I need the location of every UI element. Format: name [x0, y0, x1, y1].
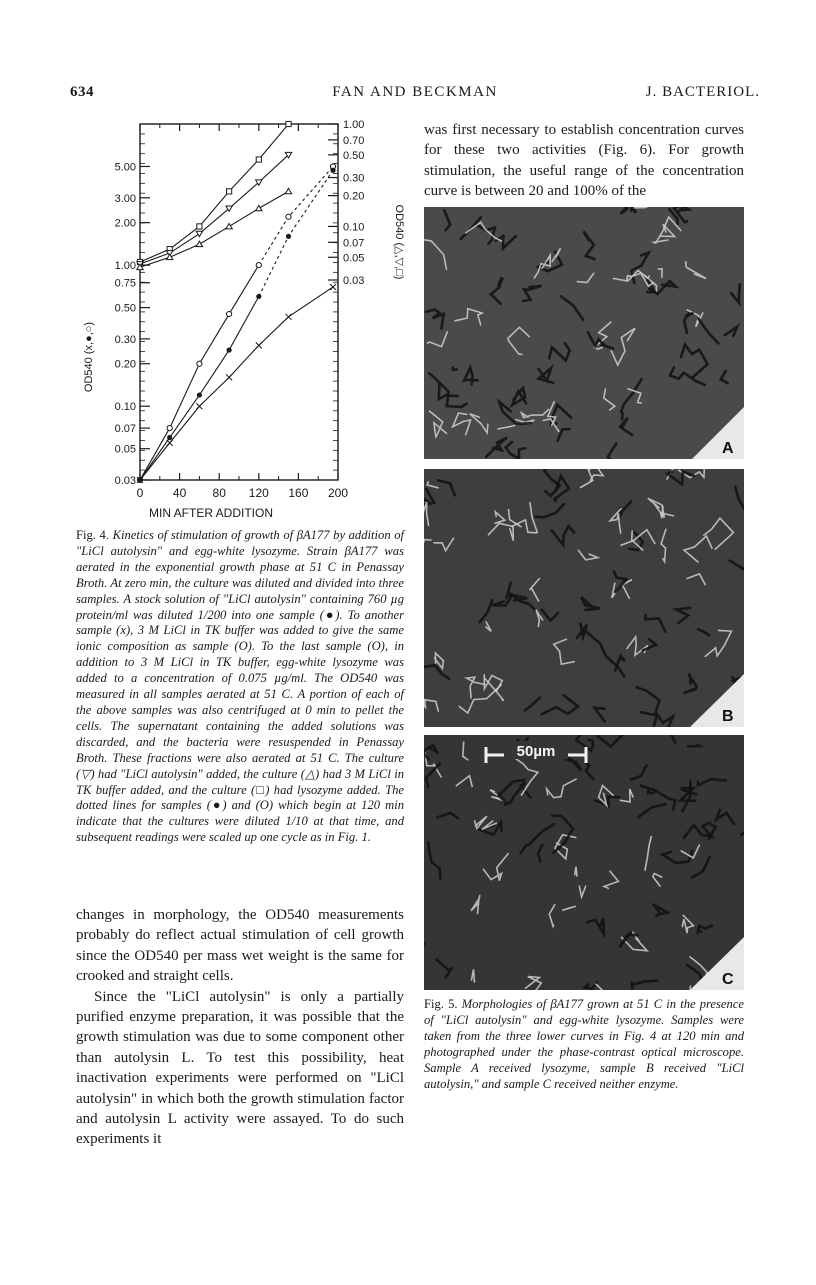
- micrograph-panel-b: [424, 469, 744, 727]
- data-point: [286, 234, 291, 239]
- x-tick-label: 200: [327, 486, 349, 500]
- micrograph-panel-c: [424, 735, 744, 990]
- data-point: [167, 425, 172, 430]
- right-tick-label: 0.05: [343, 252, 365, 265]
- right-axis-label: OD540 (△,▽,□): [393, 204, 405, 280]
- right-tick-label: 0.07: [343, 237, 365, 250]
- panel-label-a: A: [722, 440, 734, 457]
- data-point: [197, 224, 202, 229]
- chart-svg: [70, 112, 410, 522]
- scale-bar-label: 50µm: [516, 743, 556, 760]
- data-point: [196, 241, 202, 246]
- data-point: [256, 157, 261, 162]
- left-tick-label: 0.50: [114, 302, 136, 315]
- left-axis-label: OD540 (x,●,○): [83, 321, 95, 393]
- figure-4-caption: [76, 528, 404, 846]
- data-point: [227, 347, 232, 352]
- series-line-0: [140, 265, 259, 480]
- micrograph-panel-a: [424, 207, 744, 459]
- x-tick-label: 0: [136, 486, 144, 500]
- series-dotted-1: [259, 170, 333, 296]
- figure-5-caption: [424, 996, 744, 1092]
- series-line-1: [140, 296, 259, 480]
- micrograph-c-image: [424, 735, 744, 990]
- data-point: [227, 189, 232, 194]
- left-tick-label: 2.00: [114, 217, 136, 230]
- series-dotted-0: [259, 166, 333, 265]
- x-axis-label: MIN AFTER ADDITION: [148, 506, 274, 520]
- left-tick-label: 0.75: [114, 277, 136, 290]
- x-tick-label: 120: [248, 486, 269, 500]
- x-tick-label: 160: [288, 486, 309, 500]
- series-line-3: [140, 124, 289, 262]
- data-point: [167, 254, 173, 259]
- page-header: [70, 84, 760, 108]
- right-tick-label: 0.70: [343, 134, 365, 147]
- micrograph-a-image: [424, 207, 744, 459]
- right-tick-label: 0.50: [343, 149, 365, 162]
- caption-5-lead: Fig. 5.: [424, 997, 458, 1011]
- left-tick-label: 1.00: [114, 260, 136, 273]
- body-text-right: [424, 120, 744, 202]
- data-point: [256, 294, 261, 299]
- left-tick-label: 3.00: [114, 192, 136, 205]
- panel-label-c: C: [722, 971, 734, 988]
- data-point: [330, 168, 335, 173]
- data-point: [256, 263, 261, 268]
- paragraph-morphology: changes in morphology, the OD540 measurements probably do reflect actual stimulation of cell growth since the OD540 per mass wet weight is the same for crooked and straight cells.: [76, 907, 404, 985]
- left-tick-label: 0.07: [114, 423, 136, 436]
- caption-4-lead: Fig. 4.: [76, 528, 109, 542]
- micrograph-b-image: [424, 469, 744, 727]
- data-point: [197, 392, 202, 397]
- data-point: [167, 435, 172, 440]
- caption-4-text: Kinetics of stimulation of growth of βA177 by addition of "LiCl autolysin" and egg-white lysozyme. Strain βA177 was aerated in the exponential growth phase at 51 C in Penassay Broth. At zero min, the culture was diluted and divided into three samples. A stock solution of "LiCl autolysin" containing 760 µg protein/ml was diluted 1/200 into one sample (●). To another sample (x), 3 M LiCl in TK buffer was added to give the same ionic composition as sample (O). To the last sample (O), in addition to 3 M LiCl in TK buffer, egg-white lysozyme was added to a concentration of 0.075 µg/ml. The OD540 was measured in all samples aerated at 51 C. A portion of each of the above samples was also centrifuged at 0 min to pellet the cells. The supernatant containing the added solutions was discarded, and the bacteria were resuspended in Penassay Broth. These fractions were also aerated at 51 C. The culture (▽) had "LiCl autolysin" added, the culture (△) had 3 M LiCl in TK buffer added, and the culture (□) had lysozyme added. The dotted lines for samples (●) and (O) which begin at 120 min indicate that the cultures were diluted 1/10 at that time, and subsequent readings were scaled up one cycle as in Fig. 1.: [76, 528, 405, 845]
- paragraph-heat-inactivation: Since the "LiCl autolysin" is only a partially purified enzyme preparation, it was possible that the growth stimulation was due to some component other than autolysin L. To test this possibility, heat inactivation experiments were performed on "LiCl autolysin" in which both the growth stimulation factor and autolysin L activity were assayed. To do such experiments it: [76, 988, 404, 1148]
- right-tick-label: 0.03: [343, 275, 365, 287]
- left-tick-label: 0.10: [114, 401, 136, 414]
- left-tick-label: 0.05: [114, 443, 136, 456]
- data-point: [227, 311, 232, 316]
- left-tick-label: 0.03: [114, 475, 136, 487]
- page-number: 634: [70, 84, 94, 100]
- left-tick-label: 5.00: [114, 161, 136, 174]
- caption-5-text: Morphologies of βA177 grown at 51 C in the presence of "LiCl autolysin" and egg-white lysozyme. Samples were taken from the three lower curves in Fig. 4 at 120 min and photographed under the phase-contrast optical microscope. Sample A received lysozyme, sample B received "LiCl autolysin," and sample C received neither enzyme.: [424, 997, 744, 1091]
- data-point: [226, 223, 232, 228]
- series-line-2: [140, 287, 333, 480]
- data-point: [197, 361, 202, 366]
- data-point: [286, 121, 291, 126]
- cell-texture: [424, 700, 426, 708]
- x-tick-label: 80: [212, 486, 226, 500]
- body-text-left: [76, 905, 404, 1150]
- data-point: [285, 188, 291, 193]
- data-point: [196, 231, 202, 236]
- data-point: [286, 214, 291, 219]
- right-tick-label: 0.30: [343, 172, 365, 185]
- data-point: [256, 205, 262, 210]
- panel-label-b: B: [722, 708, 734, 725]
- right-tick-label: 0.10: [343, 221, 365, 234]
- x-tick-label: 40: [172, 486, 187, 500]
- running-authors: FAN AND BECKMAN: [332, 84, 498, 100]
- left-tick-label: 0.30: [114, 333, 136, 346]
- paragraph-concentration: was first necessary to establish concentration curves for these two activities (Fig. 6). For growth stimulation, the useful range of the concentration curve is between 20 and 100% of the: [424, 122, 744, 200]
- figure-4-chart: [70, 112, 410, 522]
- journal-name: J. BACTERIOL.: [645, 84, 760, 100]
- right-tick-label: 1.00: [343, 119, 365, 131]
- right-tick-label: 0.20: [343, 190, 365, 203]
- left-tick-label: 0.20: [114, 358, 136, 371]
